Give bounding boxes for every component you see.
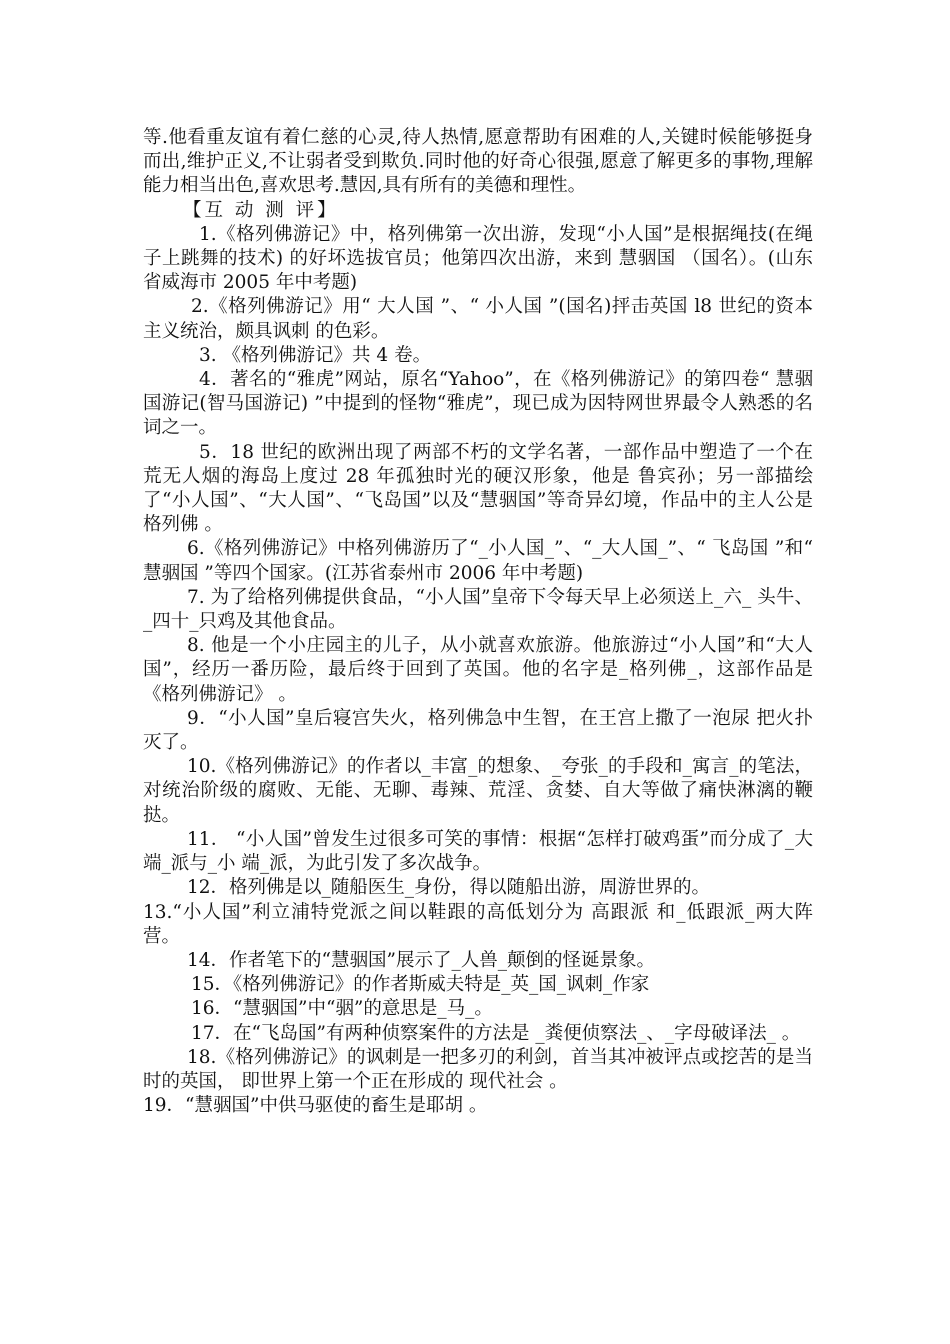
question-2: 2.《格列佛游记》用“ 大人国 ”、“ 小人国 ”(国名)抨击英国 l8 世纪的资本主义统治，颇具讽刺 的色彩。	[143, 296, 813, 342]
intro-paragraph: 等.他看重友谊有着仁慈的心灵,待人热情,愿意帮助有困难的人,关键时候能够挺身而出,维护正义,不让弱者受到欺负.同时他的好奇心很强,愿意了解更多的事物,理解能力相当出色,喜欢思考.慧因,具有所有的美德和理性。	[143, 127, 813, 197]
question-5: 5．18 世纪的欧洲出现了两部不朽的文学名著，一部作品中塑造了一个在荒无人烟的海岛上度过 28 年孤独时光的硬汉形象，他是 鲁宾孙；另一部描绘了“小人国”、“大人国”、“飞岛国”以及“慧骃国”等奇异幻境，作品中的主人公是 格列佛 。	[143, 441, 813, 536]
question-19: 19．“慧骃国”中供马驱使的畜生是耶胡 。	[143, 1095, 488, 1117]
question-6: 6.《格列佛游记》中格列佛游历了“_小人国_”、“_大人国_”、“ 飞岛国 ”和“ 慧骃国 ”等四个国家。(江苏省泰州市 2006 年中考题)	[143, 538, 813, 584]
question-15: 15．《格列佛游记》的作者斯威夫特是_英_国_讽刺_作家	[191, 974, 650, 996]
question-4: 4．著名的“雅虎”网站，原名“Yahoo”，在《格列佛游记》的第四卷“ 慧骃国游记(智马国游记) ”中提到的怪物“雅虎”，现已成为因特网世界最令人熟悉的名词之一。	[143, 369, 813, 439]
question-7: 7. 为了给格列佛提供食品，“小人国”皇帝下令每天早上必须送上_六_ 头牛、_四十_只鸡及其他食品。	[143, 586, 813, 633]
section-heading: 【互 动 测 评】	[183, 199, 339, 221]
question-8: 8. 他是一个小庄园主的儿子，从小就喜欢旅游。他旅游过“小人国”和“大人国”，经历一番历险，最后终于回到了英国。他的名字是_格列佛_，这部作品是 《格列佛游记》 。	[143, 635, 813, 705]
question-3: 3. 《格列佛游记》共 4 卷。	[199, 344, 432, 366]
question-17: 17．在“飞岛国”有两种侦察案件的方法是 _粪便侦察法_、_字母破译法_ 。	[191, 1022, 801, 1044]
question-1: 1.《格列佛游记》中，格列佛第一次出游，发现“小人国”是根据绳技(在绳子上跳舞的技术) 的好坏选拔官员；他第四次出游，来到 慧骃国 （国名）。(山东省威海市 2005 年中考题)	[143, 223, 813, 294]
question-16: 16．“慧骃国”中“骃”的意思是_马_。	[191, 998, 493, 1020]
question-13: 13.“小人国”利立浦特党派之间以鞋跟的高低划分为 高跟派 和_低跟派_两大阵营。	[143, 901, 813, 947]
question-18: 18.《格列佛游记》的讽刺是一把多刃的利剑，首当其冲被评点或挖苦的是当时的英国， 即世界上第一个正在形成的 现代社会 。	[143, 1046, 813, 1092]
document-body	[143, 126, 813, 1118]
question-11: 11． “小人国”曾发生过很多可笑的事情：根据“怎样打破鸡蛋”而分成了_大 端_派与_小 端_派，为此引发了多次战争。	[143, 828, 813, 875]
question-12: 12．格列佛是以_随船医生_身份，得以随船出游，周游世界的。	[187, 877, 711, 899]
question-9: 9．“小人国”皇后寝宫失火，格列佛急中生智，在王宫上撒了一泡尿 把火扑灭了。	[143, 707, 813, 754]
question-10: 10.《格列佛游记》的作者以_丰富_的想象、_夸张_的手段和_寓言_的笔法，对统治阶级的腐败、无能、无聊、毒辣、荒淫、贪婪、自大等做了痛快淋漓的鞭挞。	[143, 756, 813, 826]
question-14: 14．作者笔下的“慧骃国”展示了_人兽_颠倒的怪诞景象。	[187, 949, 655, 971]
